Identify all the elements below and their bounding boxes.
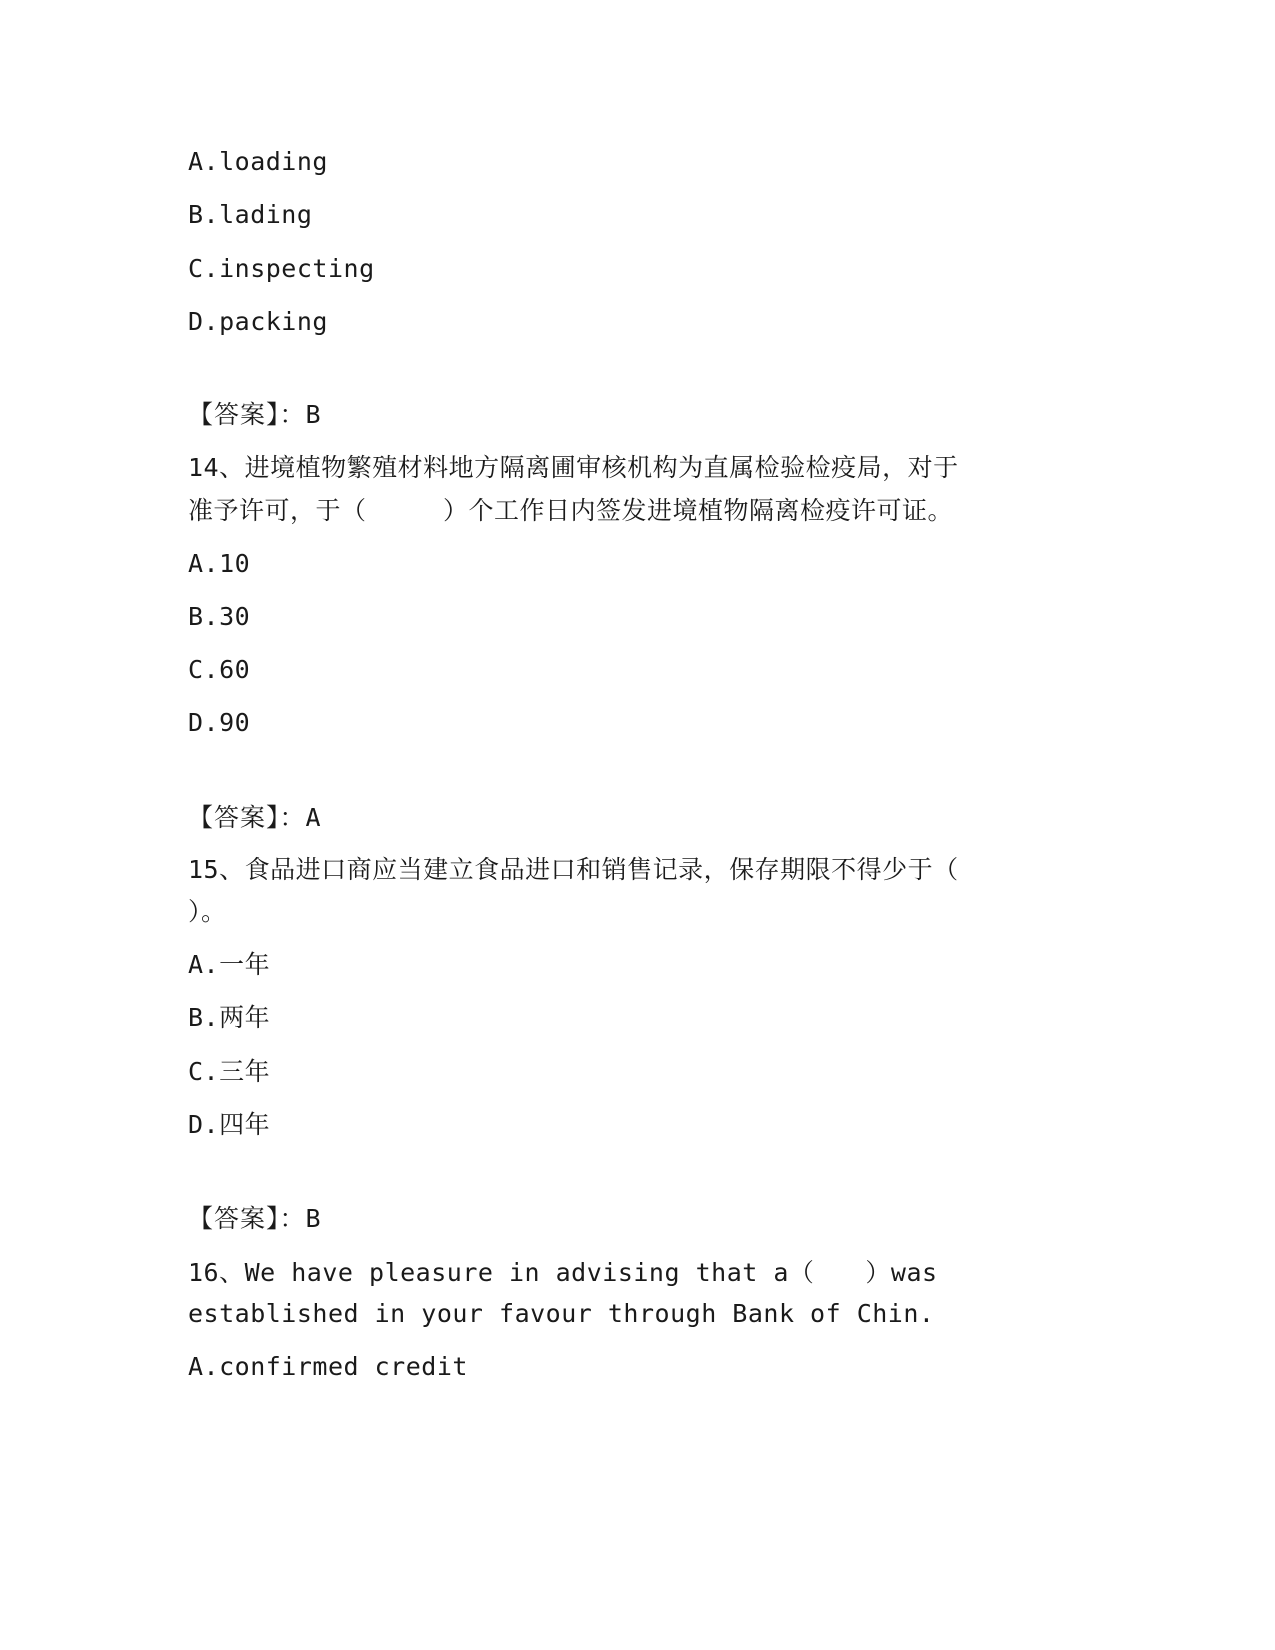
q13-option-c: C.inspecting [188,254,375,283]
q15-question-line1: 15、食品进口商应当建立食品进口和销售记录，保存期限不得少于（ [188,855,959,884]
q14-option-c: C.60 [188,655,251,684]
q14-option-a: A.10 [188,549,251,578]
q13-answer: 【答案】：B [188,400,322,429]
q15-option-d: D.四年 [188,1110,271,1139]
q15-question-line2: ）。 [188,897,227,926]
q15-option-a: A.一年 [188,950,271,979]
q15-option-b: B.两年 [188,1003,271,1032]
q13-option-d: D.packing [188,307,328,336]
q14-question-line1: 14、进境植物繁殖材料地方隔离圃审核机构为直属检验检疫局，对于 [188,453,959,482]
q16-option-a: A.confirmed credit [188,1352,468,1381]
q16-question-line2: established in your favour through Bank of Chin. [188,1299,935,1328]
q13-option-b: B.lading [188,200,313,229]
q15-option-c: C.三年 [188,1057,271,1086]
q14-question-line2: 准予许可，于（ ）个工作日内签发进境植物隔离检疫许可证。 [188,496,954,525]
q15-answer: 【答案】：B [188,1204,322,1233]
q14-option-b: B.30 [188,602,251,631]
q14-option-d: D.90 [188,708,251,737]
q16-question-line1: 16、We have pleasure in advising that a（ ）was [188,1258,938,1287]
q13-option-a: A.loading [188,147,328,176]
q14-answer: 【答案】：A [188,803,322,832]
